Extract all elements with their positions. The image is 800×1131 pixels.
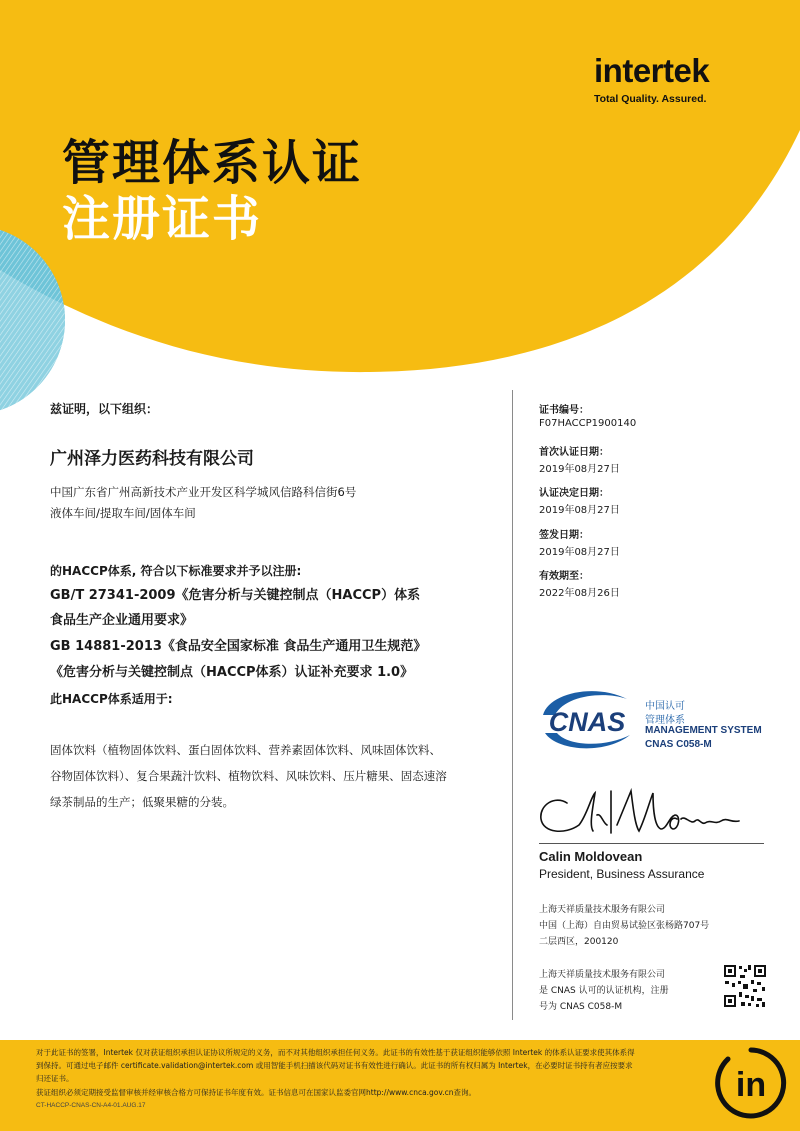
accreditation-line: 是 CNAS 认可的认证机构，注册 <box>539 986 669 996</box>
column-divider <box>512 390 513 1020</box>
certificate-title-line1: 管理体系认证 <box>62 135 363 191</box>
cnas-cn-line1: 中国认可 <box>645 701 685 712</box>
signature-image <box>535 785 765 843</box>
in-logo-text: in <box>735 1066 767 1104</box>
cnas-en-line2: CNAS C058-M <box>645 739 712 750</box>
cert-number-value: F07HACCP1900140 <box>539 418 637 429</box>
scope-line: 谷物固体饮料）、复合果蔬汁饮料、植物饮料、风味饮料、压片糖果、固态速溶 <box>50 769 447 783</box>
expiry-date-value: 2022年08月26日 <box>539 588 620 599</box>
cnas-en-line1: MANAGEMENT SYSTEM <box>645 725 762 736</box>
scope-lead: 此HACCP体系适用于: <box>50 692 173 706</box>
issuer-line: 上海天祥质量技术服务有限公司 <box>539 905 666 915</box>
signatory-title: President, Business Assurance <box>539 867 705 881</box>
issuer-line: 二层西区，200120 <box>539 937 619 947</box>
signatory-name: Calin Moldovean <box>539 849 643 864</box>
footer-form-code: CT-HACCP-CNAS-CN-A4-01.AUG.17 <box>36 1102 146 1109</box>
standard-line: GB 14881-2013《食品安全国家标准 食品生产通用卫生规范》 <box>50 639 427 654</box>
standards-lead: 的HACCP体系, 符合以下标准要求并予以注册: <box>50 564 302 578</box>
intro-text: 兹证明，以下组织： <box>50 402 159 416</box>
cert-number-label: 证书编号： <box>539 405 589 416</box>
standard-line: GB/T 27341-2009《危害分析与关键控制点（HACCP）体系 <box>50 588 421 603</box>
intertek-logo: intertek <box>594 52 710 89</box>
decision-date-label: 认证决定日期： <box>539 488 609 499</box>
standard-line: 《危害分析与关键控制点（HACCP体系）认证补充要求 1.0》 <box>50 665 414 680</box>
standard-line: 食品生产企业通用要求》 <box>50 613 194 628</box>
signature-line <box>539 843 764 844</box>
company-workshops: 液体车间/提取车间/固体车间 <box>50 506 196 520</box>
issue-date-value: 2019年08月27日 <box>539 547 620 558</box>
scope-line: 固体饮料（植物固体饮料、蛋白固体饮料、营养素固体饮料、风味固体饮料、 <box>50 743 441 757</box>
company-name: 广州泽力医药科技有限公司 <box>50 449 254 469</box>
accreditation-line: 上海天祥质量技术服务有限公司 <box>539 970 666 980</box>
decision-date-value: 2019年08月27日 <box>539 505 620 516</box>
footer-line: 到保持。可通过电子邮件 certificate.validation@intertek.com 或用智能手机扫描该代码对证书有效性进行确认。此证书的所有权归属为 Intertek，在必要时证书持有者应按要求 <box>36 1061 633 1070</box>
first-cert-date-value: 2019年08月27日 <box>539 464 620 475</box>
intertek-in-logo-icon <box>714 1046 788 1120</box>
scope-line: 绿茶制品的生产；低聚果糖的分装。 <box>50 795 234 809</box>
company-address: 中国广东省广州高新技术产业开发区科学城风信路科信街6号 <box>50 485 357 499</box>
footer-line: 归还证书。 <box>36 1074 74 1083</box>
issue-date-label: 签发日期： <box>539 530 589 541</box>
qr-code-icon <box>722 963 768 1009</box>
issuer-line: 中国（上海）自由贸易试验区张杨路707号 <box>539 921 710 931</box>
expiry-date-label: 有效期至： <box>539 571 589 582</box>
footer-line: 对于此证书的签署，Intertek 仅对获证组织承担认证协议所规定的义务，而不对其他组织承担任何义务。此证书的有效性基于获证组织能够依照 Intertek 的体系认证要求使其体系得 <box>36 1048 635 1057</box>
footer-line: 获证组织必须定期接受监督审核并经审核合格方可保持证书年度有效。证书信息可在国家认监委官网http://www.cnca.gov.cn查询。 <box>36 1088 477 1097</box>
intertek-tagline: Total Quality. Assured. <box>594 93 707 105</box>
cnas-logo-text: CNAS <box>548 707 626 737</box>
certificate-title-line2: 注册证书 <box>62 191 263 247</box>
cnas-logo-icon <box>535 685 640 755</box>
accreditation-line: 号为 CNAS C058-M <box>539 1002 623 1012</box>
cnas-cn-line2: 管理体系 <box>645 715 685 726</box>
first-cert-date-label: 首次认证日期： <box>539 447 609 458</box>
